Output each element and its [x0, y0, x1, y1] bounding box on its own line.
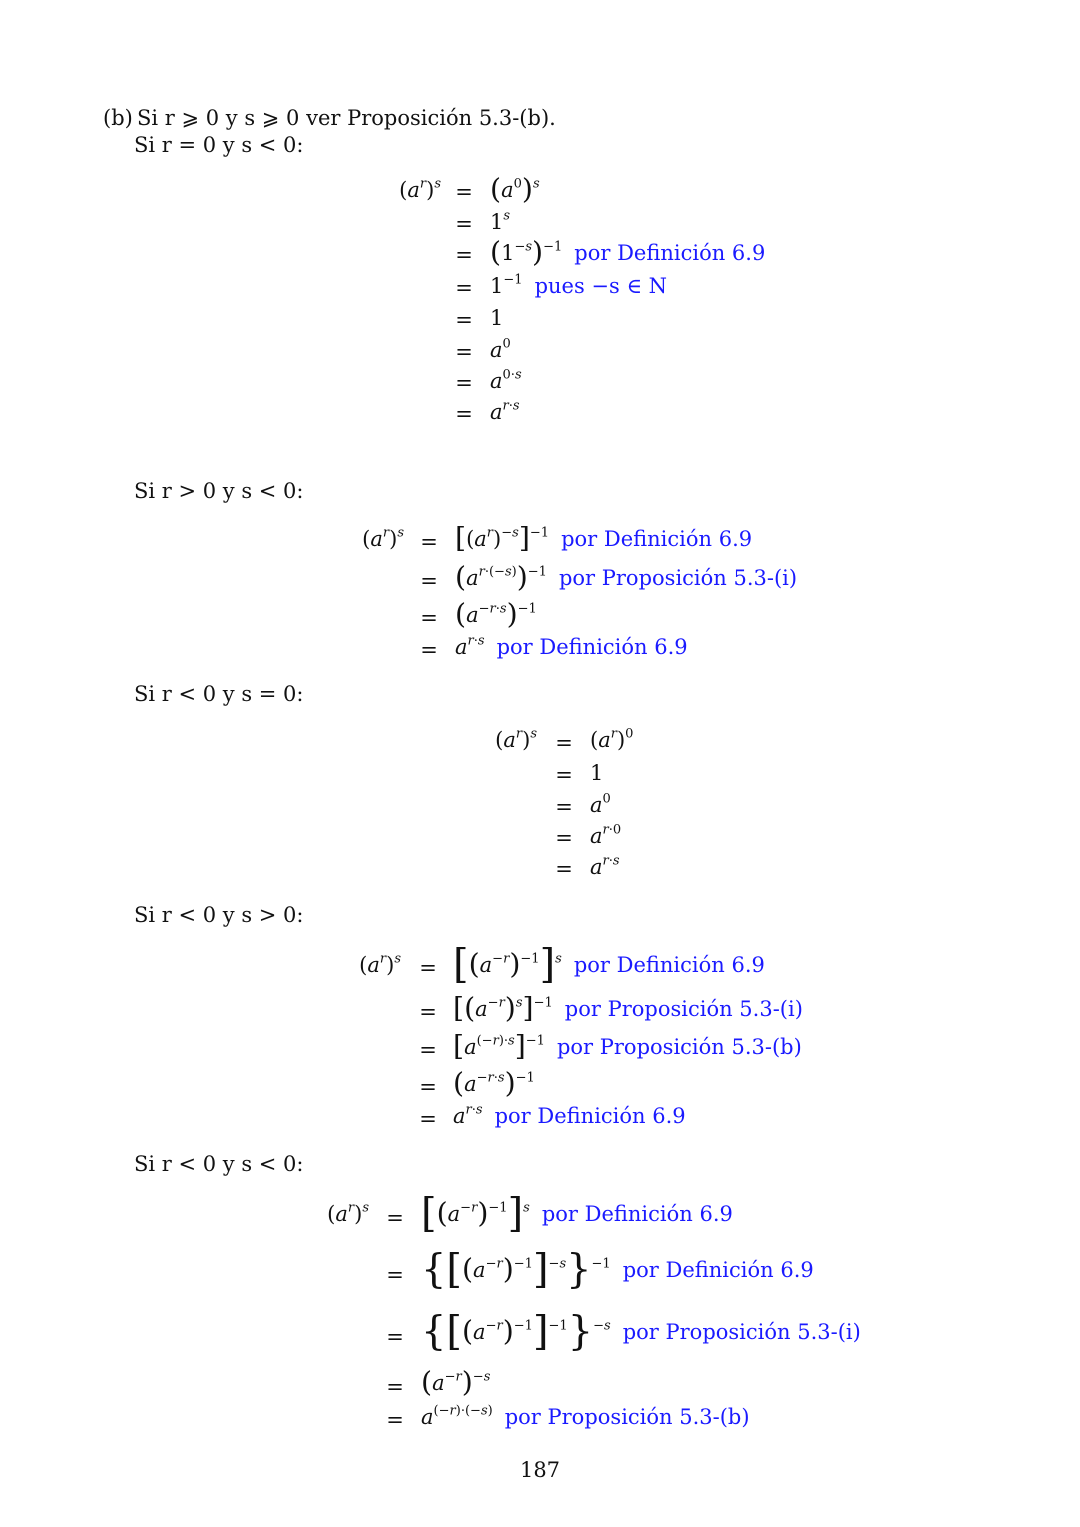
- rhs-step: $a^{r\cdot 0}$: [590, 822, 622, 848]
- reference-prop53i: por Proposición 5.3-(i): [564, 997, 803, 1021]
- reference-def69: por Definición 6.9: [573, 953, 765, 977]
- reference-def69: por Definición 6.9: [622, 1258, 814, 1282]
- rhs-step: $(a^{-r})^{-s}$: [421, 1365, 491, 1399]
- equals-sign: =: [419, 1000, 437, 1024]
- equals-sign: =: [455, 180, 473, 204]
- equals-sign: =: [420, 606, 438, 630]
- equals-sign: =: [455, 276, 473, 300]
- rhs-step: $a^{(-r)\cdot(-s)}$ por Proposición 5.3-(b): [421, 1403, 750, 1429]
- intro-line-1: Si r ⩾ 0 y s ⩾ 0 ver Proposición 5.3-(b).: [137, 106, 556, 130]
- rhs-step: $\{[(a^{-r})^{-1}]^{-s}\}^{-1}$ por Definición 6.9: [421, 1246, 814, 1293]
- rhs-step: 1: [490, 306, 504, 330]
- equals-sign: =: [419, 1107, 437, 1131]
- equals-sign: =: [386, 1206, 404, 1230]
- rhs-step: $a^{r\cdot s}$ por Definición 6.9: [453, 1102, 686, 1128]
- rhs-step: $a^{0\cdot s}$: [490, 367, 522, 393]
- equals-sign: =: [420, 569, 438, 593]
- equals-sign: =: [555, 731, 573, 755]
- equals-sign: =: [455, 243, 473, 267]
- case-heading: Si r < 0 y s < 0:: [134, 1152, 304, 1176]
- reference-def69: por Definición 6.9: [496, 635, 688, 659]
- equals-sign: =: [386, 1325, 404, 1349]
- lhs: $(a^r)^s$: [362, 525, 404, 551]
- equals-sign: =: [455, 212, 473, 236]
- reference-prop53i: por Proposición 5.3-(i): [622, 1320, 861, 1344]
- case-heading: Si r > 0 y s < 0:: [134, 479, 304, 503]
- rhs-step: $a^{r\cdot s}$ por Definición 6.9: [455, 633, 688, 659]
- rhs-step: $[(a^{-r})^{-1}]^s$ por Definición 6.9: [453, 941, 765, 988]
- reference-prop53i: por Proposición 5.3-(i): [558, 566, 798, 590]
- equals-sign: =: [555, 857, 573, 881]
- rhs-step: $[(a^{-r})^{-1}]^s$ por Definición 6.9: [421, 1190, 733, 1237]
- rhs-step: $1^{-1}$ pues −s ∈ N: [490, 272, 668, 298]
- rhs-step: $a^{r\cdot s}$: [490, 398, 520, 424]
- rhs-step: 1: [590, 761, 604, 785]
- equals-sign: =: [386, 1408, 404, 1432]
- rhs-step: $\{[(a^{-r})^{-1}]^{-1}\}^{-s}$ por Proposición 5.3-(i): [421, 1308, 861, 1355]
- reference-def69: por Definición 6.9: [574, 241, 766, 265]
- lhs: $(a^r)^s$: [495, 726, 537, 752]
- reference-def69: por Definición 6.9: [561, 527, 753, 551]
- equals-sign: =: [386, 1375, 404, 1399]
- equals-sign: =: [386, 1263, 404, 1287]
- equals-sign: =: [420, 638, 438, 662]
- equals-sign: =: [455, 402, 473, 426]
- equals-sign: =: [455, 308, 473, 332]
- rhs-step: $(a^{-r\cdot s})^{-1}$: [455, 597, 537, 631]
- equals-sign: =: [555, 763, 573, 787]
- rhs-step: 1$^s$: [490, 208, 511, 234]
- rhs-step: $[a^{(-r)\cdot s}]^{-1}$ por Proposición 5.3-(b): [453, 1029, 802, 1063]
- reference-pues: pues −s ∈ N: [534, 274, 668, 298]
- equals-sign: =: [455, 340, 473, 364]
- rhs-step: $(a^0)^s$: [490, 172, 540, 206]
- rhs-step: $a^0$: [590, 791, 611, 817]
- rhs-step: $(a^{-r\cdot s})^{-1}$: [453, 1066, 535, 1100]
- equals-sign: =: [419, 1038, 437, 1062]
- rhs-step: $a^{r\cdot s}$: [590, 853, 620, 879]
- equals-sign: =: [419, 1075, 437, 1099]
- equals-sign: =: [455, 371, 473, 395]
- equals-sign: =: [555, 795, 573, 819]
- case-r0-sneg-heading: Si r = 0 y s < 0:: [134, 133, 304, 157]
- rhs-step: $a^0$: [490, 336, 511, 362]
- case-heading: Si r < 0 y s > 0:: [134, 903, 304, 927]
- reference-prop53b: por Proposición 5.3-(b): [556, 1035, 802, 1059]
- lhs: $(a^r)^s$: [327, 1200, 369, 1226]
- equals-sign: =: [419, 956, 437, 980]
- case-heading: Si r < 0 y s = 0:: [134, 682, 304, 706]
- lhs: $(a^r)^s$: [359, 951, 401, 977]
- lhs: $(a^r)^s$: [399, 176, 441, 202]
- reference-def69: por Definición 6.9: [541, 1202, 733, 1226]
- rhs-step: $(1^{-s})^{-1}$ por Definición 6.9: [490, 235, 766, 269]
- page-number: 187: [519, 1458, 561, 1482]
- equals-sign: =: [555, 826, 573, 850]
- rhs-step: $(a^r)^0$: [590, 726, 634, 752]
- reference-def69: por Definición 6.9: [494, 1104, 686, 1128]
- part-label: (b): [103, 106, 133, 130]
- rhs-step: $[(a^{-r})^s]^{-1}$ por Proposición 5.3-(i): [453, 991, 803, 1025]
- rhs-step: $[(a^r)^{-s}]^{-1}$ por Definición 6.9: [455, 521, 753, 555]
- equals-sign: =: [420, 530, 438, 554]
- rhs-step: $(a^{r\cdot(-s)})^{-1}$ por Proposición 5.3-(i): [455, 560, 798, 594]
- reference-prop53b: por Proposición 5.3-(b): [504, 1405, 750, 1429]
